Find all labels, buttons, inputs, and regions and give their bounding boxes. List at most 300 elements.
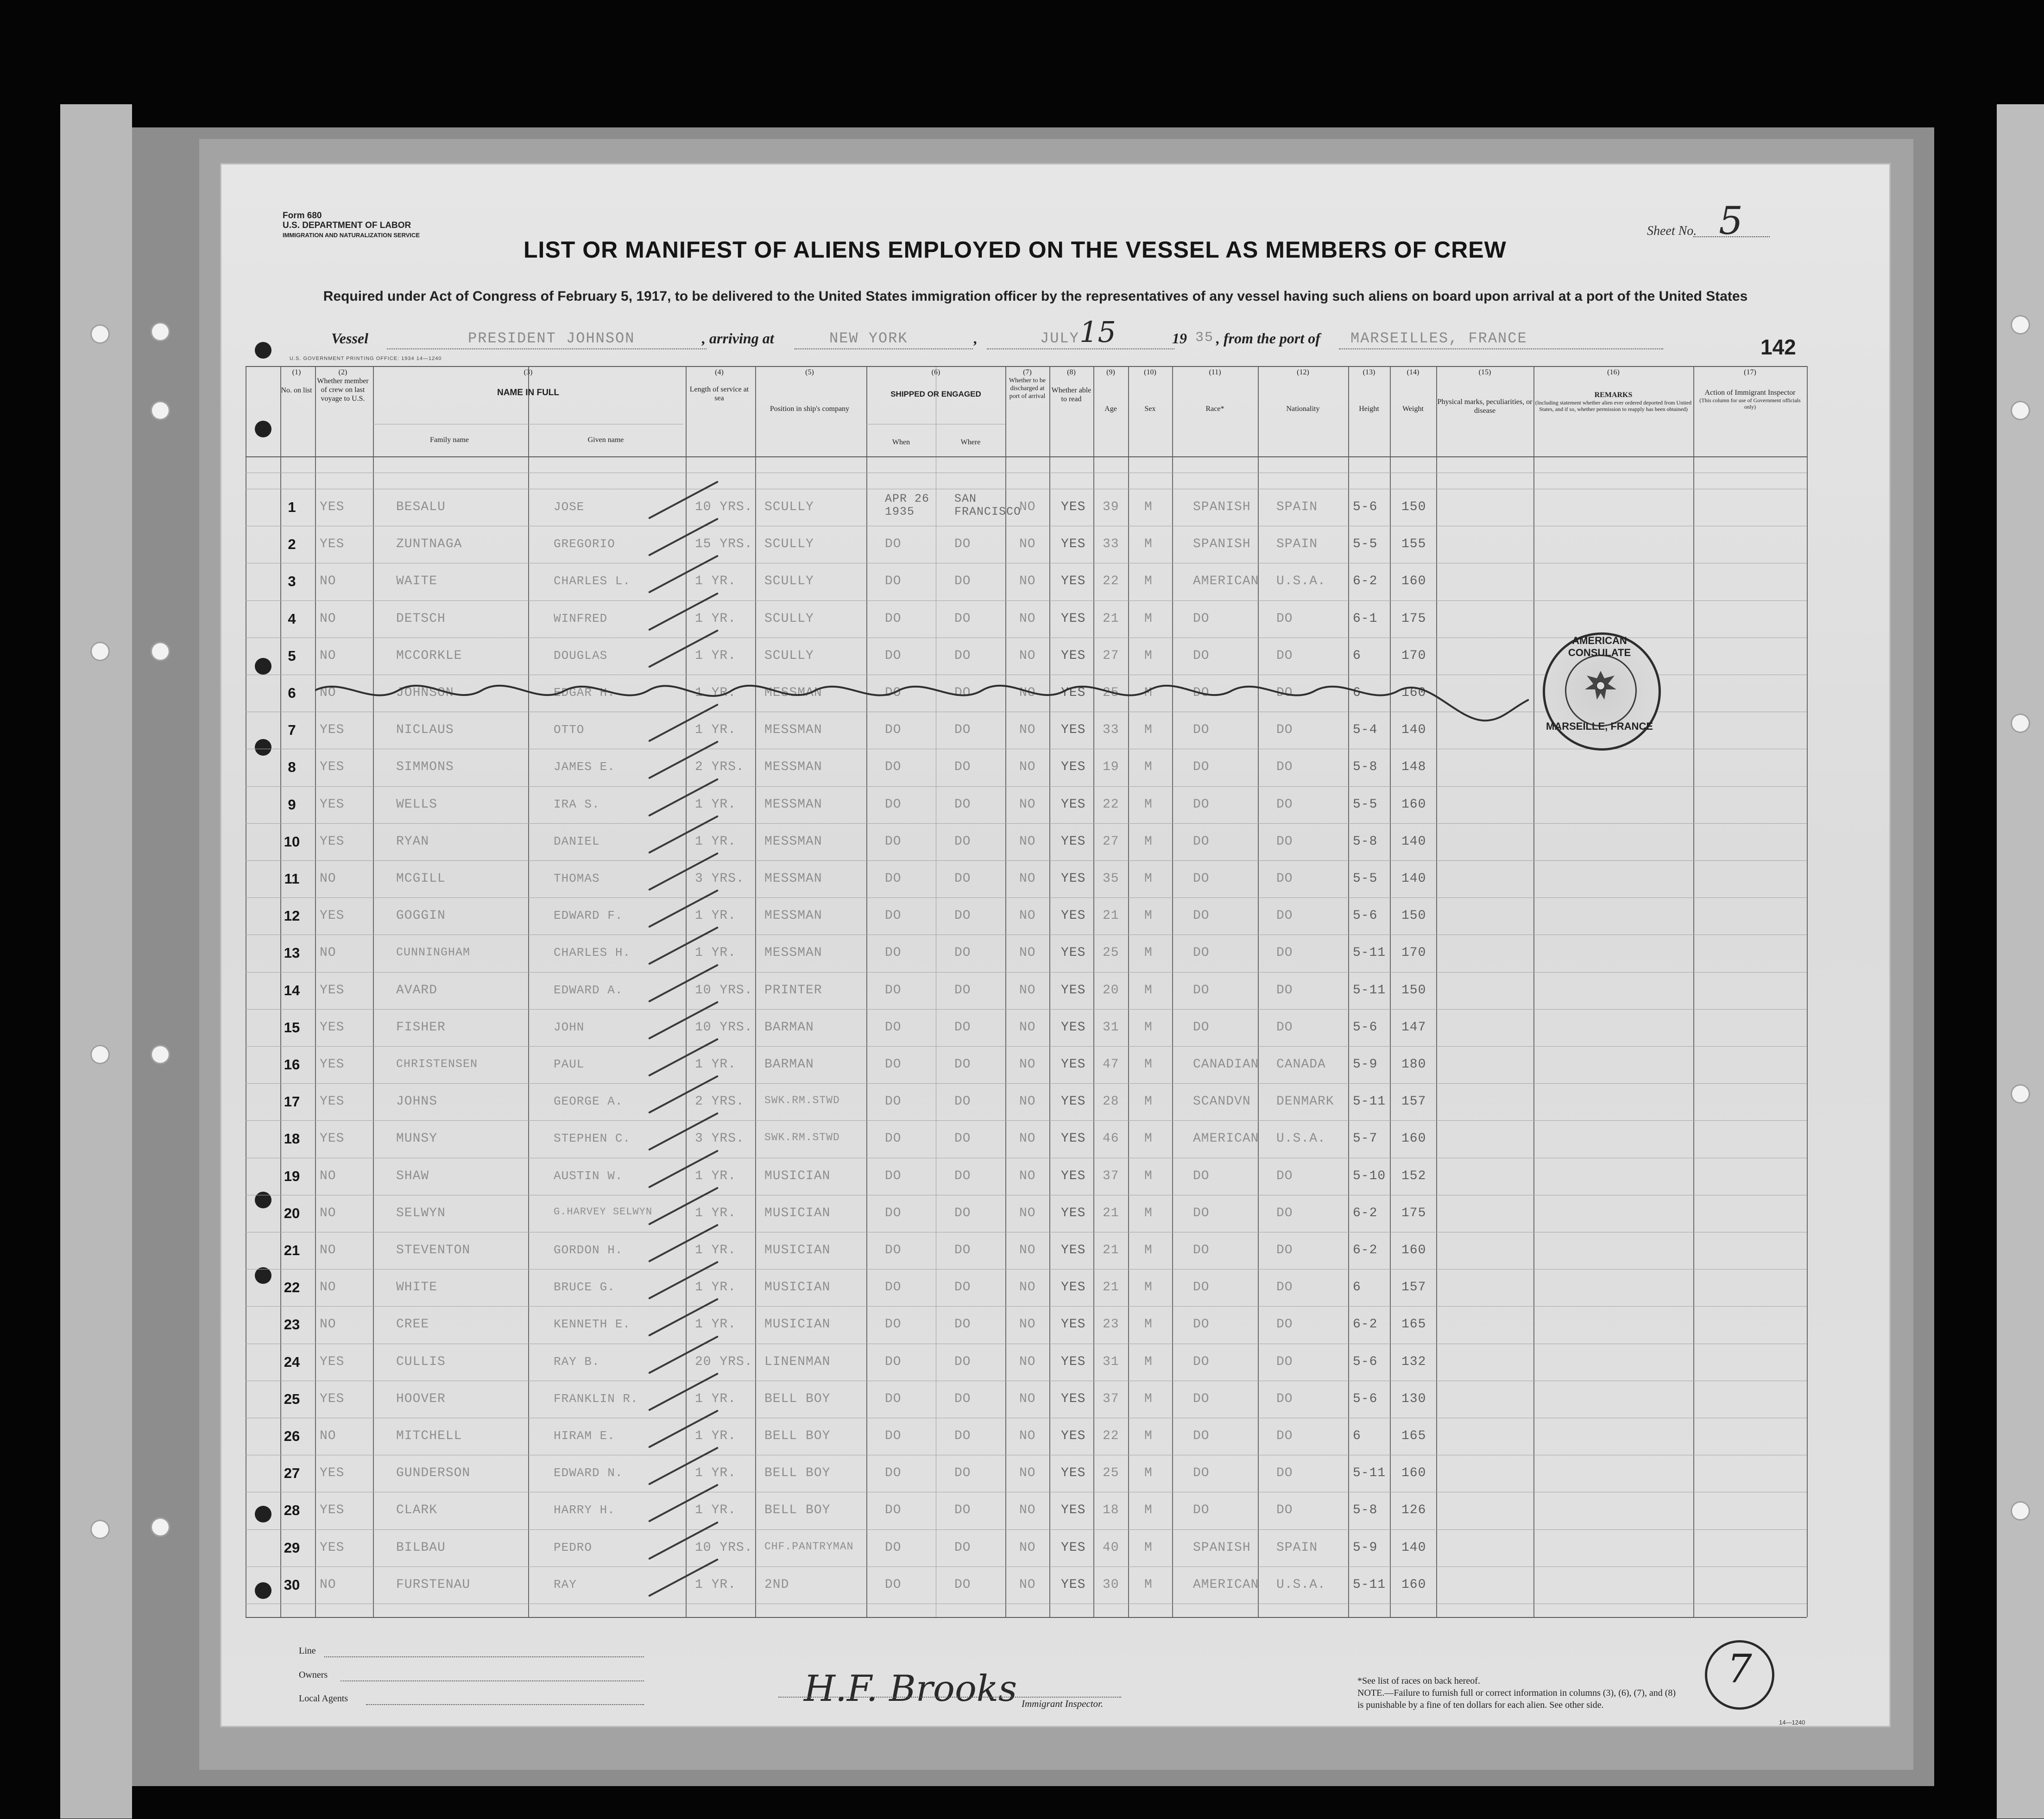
nationality-cell: DO xyxy=(1276,1317,1293,1332)
able-to-read-cell: YES xyxy=(1061,1541,1086,1555)
circled-number-text: 7 xyxy=(1727,1646,1752,1692)
able-to-read-cell: YES xyxy=(1061,1466,1086,1480)
binder-hole xyxy=(2011,714,2030,733)
height-cell: 5-9 xyxy=(1353,1541,1378,1555)
nationality-cell: DO xyxy=(1276,909,1293,923)
table-column-rule xyxy=(373,366,374,1617)
shipped-when-cell: DO xyxy=(885,909,902,923)
discharged-cell: NO xyxy=(1019,1206,1036,1220)
height-cell: 5-11 xyxy=(1353,983,1386,998)
punch-hole xyxy=(255,342,271,359)
table-column-rule xyxy=(1348,366,1349,1617)
position-cell: BARMAN xyxy=(764,1020,814,1035)
service-cell: 1 YR. xyxy=(695,834,737,849)
form-identifier xyxy=(283,211,420,240)
position-cell: SCULLY xyxy=(764,574,814,588)
weight-cell: 148 xyxy=(1401,760,1426,774)
previous-voyage-cell: YES xyxy=(320,1057,345,1072)
table-row-rule xyxy=(246,600,1807,601)
height-cell: 6 xyxy=(1353,1429,1361,1443)
discharged-cell: NO xyxy=(1019,1392,1036,1406)
given-name-cell: CHARLES H. xyxy=(554,946,631,960)
able-to-read-cell: YES xyxy=(1061,686,1086,700)
shipped-when-cell: DO xyxy=(885,834,902,849)
family-name-cell: MITCHELL xyxy=(396,1429,462,1443)
sex-cell: M xyxy=(1144,1169,1153,1183)
shipped-where-cell: DO xyxy=(954,1094,971,1109)
table-row-rule xyxy=(246,1120,1807,1121)
previous-voyage-cell: YES xyxy=(320,1541,345,1555)
sheet-label: Sheet No. xyxy=(1647,224,1697,238)
discharged-cell: NO xyxy=(1019,500,1036,514)
row-number: 10 xyxy=(284,834,300,850)
strike-through-line xyxy=(315,663,1529,723)
family-name-cell: JOHNSON xyxy=(396,686,454,700)
shipped-when-cell: DO xyxy=(885,983,902,998)
age-cell: 30 xyxy=(1103,1578,1119,1592)
weight-cell: 130 xyxy=(1401,1392,1426,1406)
shipped-when-cell: DO xyxy=(885,1317,902,1332)
able-to-read-cell: YES xyxy=(1061,500,1086,514)
age-cell: 23 xyxy=(1103,1317,1119,1332)
race-cell: AMERICAN xyxy=(1193,1578,1259,1592)
nationality-cell: U.S.A. xyxy=(1276,574,1326,588)
given-name-cell: OTTO xyxy=(554,723,585,737)
col-header-physical-marks: (15) Physical marks, peculiarities, or disease xyxy=(1437,368,1533,415)
shipped-where-cell: DO xyxy=(954,1169,971,1183)
nationality-cell: DO xyxy=(1276,1020,1293,1035)
service-cell: 2 YRS. xyxy=(695,760,744,774)
shipped-where-cell: DO xyxy=(954,723,971,737)
family-name-cell: NICLAUS xyxy=(396,723,454,737)
previous-voyage-cell: YES xyxy=(320,797,345,812)
given-name-cell: EDWARD A. xyxy=(554,983,623,997)
row-number: 5 xyxy=(288,648,296,664)
circled-number xyxy=(1705,1640,1774,1710)
weight-cell: 160 xyxy=(1401,797,1426,812)
family-name-cell: ZUNTNAGA xyxy=(396,537,462,551)
position-cell: PRINTER xyxy=(764,983,822,998)
able-to-read-cell: YES xyxy=(1061,1020,1086,1035)
position-cell: MESSMAN xyxy=(764,723,822,737)
family-name-cell: CULLIS xyxy=(396,1355,446,1369)
family-name-cell: MUNSY xyxy=(396,1131,438,1146)
col-header-age: (9) Age xyxy=(1104,368,1117,413)
shipped-where-cell: DO xyxy=(954,983,971,998)
family-name-cell: SIMMONS xyxy=(396,760,454,774)
col-header-remarks: (16) REMARKS (Including statement whether alien ever ordered deported from United States, and if so, whether permission to reapply has been obtained) xyxy=(1535,368,1692,412)
race-cell: DO xyxy=(1193,946,1210,960)
able-to-read-cell: YES xyxy=(1061,537,1086,551)
row-number: 6 xyxy=(288,685,296,701)
race-cell: SPANISH xyxy=(1193,1541,1251,1555)
height-cell: 5-5 xyxy=(1353,872,1378,886)
discharged-cell: NO xyxy=(1019,1466,1036,1480)
race-cell: DO xyxy=(1193,1317,1210,1332)
shipped-where-cell: DO xyxy=(954,686,971,700)
race-cell: DO xyxy=(1193,1429,1210,1443)
previous-voyage-cell: YES xyxy=(320,909,345,923)
service-cell: 1 YR. xyxy=(695,1392,737,1406)
sex-cell: M xyxy=(1144,649,1153,663)
vessel-name-line xyxy=(387,348,707,349)
family-name-cell: SELWYN xyxy=(396,1206,446,1220)
weight-cell: 152 xyxy=(1401,1169,1426,1183)
sex-cell: M xyxy=(1144,1429,1153,1443)
weight-cell: 140 xyxy=(1401,872,1426,886)
row-number: 22 xyxy=(284,1279,300,1295)
col-header-nationality: (12) Nationality xyxy=(1286,368,1320,413)
document-title: LIST OR MANIFEST OF ALIENS EMPLOYED ON THE VESSEL AS MEMBERS OF CREW xyxy=(524,237,1507,263)
service-cell: 1 YR. xyxy=(695,1466,737,1480)
family-name-cell: HOOVER xyxy=(396,1392,446,1406)
shipped-where-cell: SAN FRANCISCO xyxy=(954,492,1022,518)
age-cell: 27 xyxy=(1103,834,1119,849)
family-name-cell: SHAW xyxy=(396,1169,429,1183)
shipped-where-cell: DO xyxy=(954,797,971,812)
age-cell: 21 xyxy=(1103,1243,1119,1257)
race-cell: SCANDVN xyxy=(1193,1094,1251,1109)
col-header-when: When xyxy=(892,438,910,446)
age-cell: 22 xyxy=(1103,1429,1119,1443)
department-name: U.S. DEPARTMENT OF LABOR xyxy=(283,221,411,230)
height-cell: 5-5 xyxy=(1353,537,1378,551)
race-cell: DO xyxy=(1193,649,1210,663)
table-header-rule xyxy=(246,456,1807,457)
service-cell: 10 YRS. xyxy=(695,1541,753,1555)
table-column-rule xyxy=(528,366,529,1617)
shipped-when-cell: DO xyxy=(885,1131,902,1146)
discharged-cell: NO xyxy=(1019,1243,1036,1257)
able-to-read-cell: YES xyxy=(1061,1169,1086,1183)
previous-voyage-cell: NO xyxy=(320,574,336,588)
shipped-when-cell: DO xyxy=(885,1503,902,1517)
service-cell: 1 YR. xyxy=(695,612,737,626)
table-header-rule xyxy=(246,366,1807,367)
sex-cell: M xyxy=(1144,1466,1153,1480)
table-column-rule xyxy=(1172,366,1173,1617)
table-row-rule xyxy=(246,1046,1807,1047)
nationality-cell: DO xyxy=(1276,946,1293,960)
previous-voyage-cell: YES xyxy=(320,500,345,514)
sex-cell: M xyxy=(1144,686,1153,700)
binder-hole xyxy=(90,642,110,661)
shipped-when-cell: DO xyxy=(885,1280,902,1295)
shipped-when-cell: DO xyxy=(885,612,902,626)
stamp-top-text: AMERICAN CONSULATE xyxy=(1568,635,1631,658)
given-name-cell: RAY B. xyxy=(554,1355,600,1369)
race-cell: DO xyxy=(1193,612,1210,626)
row-number: 14 xyxy=(284,982,300,998)
service-cell: 3 YRS. xyxy=(695,872,744,886)
shipped-where-cell: DO xyxy=(954,612,971,626)
height-cell: 6-1 xyxy=(1353,612,1378,626)
age-cell: 46 xyxy=(1103,1131,1119,1146)
age-cell: 21 xyxy=(1103,909,1119,923)
nationality-cell: SPAIN xyxy=(1276,537,1318,551)
nationality-cell: DO xyxy=(1276,1429,1293,1443)
table-column-rule xyxy=(1005,366,1006,1617)
sex-cell: M xyxy=(1144,537,1153,551)
position-cell: BELL BOY xyxy=(764,1466,831,1480)
table-column-rule xyxy=(686,366,687,1617)
given-name-cell: PAUL xyxy=(554,1057,585,1071)
footnotes xyxy=(1357,1675,1682,1711)
sex-cell: M xyxy=(1144,612,1153,626)
col-header-discharged: (7) Whether to be discharged at port of arrival xyxy=(1009,368,1046,400)
able-to-read-cell: YES xyxy=(1061,1429,1086,1443)
table-row-rule xyxy=(246,823,1807,824)
table-row-rule xyxy=(246,1269,1807,1270)
weight-cell: 140 xyxy=(1401,1541,1426,1555)
previous-voyage-cell: NO xyxy=(320,946,336,960)
age-cell: 33 xyxy=(1103,537,1119,551)
table-row-rule xyxy=(246,1083,1807,1084)
shipped-where-cell: DO xyxy=(954,1355,971,1369)
row-number: 20 xyxy=(284,1205,300,1221)
position-cell: CHF.PANTRYMAN xyxy=(764,1541,854,1553)
binder-hole xyxy=(151,322,170,341)
punch-hole xyxy=(255,1582,271,1599)
weight-cell: 175 xyxy=(1401,612,1426,626)
table-column-rule xyxy=(1390,366,1391,1617)
previous-voyage-cell: NO xyxy=(320,612,336,626)
discharged-cell: NO xyxy=(1019,574,1036,588)
from-label: , from the port of xyxy=(1216,330,1320,347)
weight-cell: 160 xyxy=(1401,686,1426,700)
height-cell: 6-2 xyxy=(1353,1206,1378,1220)
race-cell: AMERICAN xyxy=(1193,574,1259,588)
nationality-cell: DO xyxy=(1276,723,1293,737)
discharged-cell: NO xyxy=(1019,1131,1036,1146)
punch-hole xyxy=(255,1267,271,1284)
col-header-height: (13) Height xyxy=(1359,368,1379,413)
shipped-when-cell: DO xyxy=(885,1057,902,1072)
shipped-when-cell: DO xyxy=(885,686,902,700)
sex-cell: M xyxy=(1144,1392,1153,1406)
height-cell: 5-8 xyxy=(1353,1503,1378,1517)
weight-cell: 175 xyxy=(1401,1206,1426,1220)
shipped-when-cell: DO xyxy=(885,1392,902,1406)
shipped-where-cell: DO xyxy=(954,1466,971,1480)
col-header-inspector: (17) Action of Immigrant Inspector (This column for use of Government officials only) xyxy=(1699,368,1801,410)
position-cell: MESSMAN xyxy=(764,872,822,886)
sex-cell: M xyxy=(1144,797,1153,812)
signature-line xyxy=(778,1697,1121,1698)
race-cell: DO xyxy=(1193,760,1210,774)
shipped-when-cell: DO xyxy=(885,574,902,588)
discharged-cell: NO xyxy=(1019,649,1036,663)
table-row-rule xyxy=(246,860,1807,861)
weight-cell: 160 xyxy=(1401,574,1426,588)
family-name-cell: GOGGIN xyxy=(396,909,446,923)
previous-voyage-cell: YES xyxy=(320,760,345,774)
nationality-cell: DO xyxy=(1276,612,1293,626)
service-cell: 1 YR. xyxy=(695,1057,737,1072)
position-cell: MUSICIAN xyxy=(764,1243,831,1257)
given-name-cell: PEDRO xyxy=(554,1541,593,1554)
binder-hole xyxy=(2011,1501,2030,1521)
nationality-cell: SPAIN xyxy=(1276,1541,1318,1555)
race-cell: DO xyxy=(1193,834,1210,849)
col-header-name: (3) NAME IN FULL xyxy=(497,368,560,398)
race-cell: DO xyxy=(1193,723,1210,737)
given-name-cell: HIRAM E. xyxy=(554,1429,615,1443)
weight-cell: 160 xyxy=(1401,1243,1426,1257)
table-column-rule xyxy=(755,366,756,1617)
given-name-cell: DANIEL xyxy=(554,834,600,848)
sex-cell: M xyxy=(1144,834,1153,849)
able-to-read-cell: YES xyxy=(1061,574,1086,588)
shipped-where-cell: DO xyxy=(954,760,971,774)
age-cell: 37 xyxy=(1103,1392,1119,1406)
sex-cell: M xyxy=(1144,760,1153,774)
service-cell: 1 YR. xyxy=(695,909,737,923)
height-cell: 6-2 xyxy=(1353,1317,1378,1332)
table-row-rule xyxy=(246,897,1807,898)
service-cell: 3 YRS. xyxy=(695,1131,744,1146)
service-cell: 1 YR. xyxy=(695,1503,737,1517)
sex-cell: M xyxy=(1144,1131,1153,1146)
col-header-sex: (10) Sex xyxy=(1144,368,1156,413)
height-cell: 5-8 xyxy=(1353,760,1378,774)
height-cell: 6 xyxy=(1353,1280,1361,1295)
family-name-cell: CUNNINGHAM xyxy=(396,946,471,959)
weight-cell: 165 xyxy=(1401,1429,1426,1443)
table-column-rule xyxy=(1436,366,1437,1617)
discharged-cell: NO xyxy=(1019,760,1036,774)
shipped-where-cell: DO xyxy=(954,1392,971,1406)
position-cell: MESSMAN xyxy=(764,946,822,960)
sex-cell: M xyxy=(1144,983,1153,998)
sheet-number-line xyxy=(1693,236,1770,237)
discharged-cell: NO xyxy=(1019,1429,1036,1443)
line-field xyxy=(324,1656,644,1657)
shipped-when-cell: DO xyxy=(885,1429,902,1443)
shipped-where-cell: DO xyxy=(954,872,971,886)
shipped-when-cell: DO xyxy=(885,946,902,960)
family-name-cell: AVARD xyxy=(396,983,438,998)
position-cell: SWK.RM.STWD xyxy=(764,1094,840,1106)
able-to-read-cell: YES xyxy=(1061,1243,1086,1257)
year-suffix: 35 xyxy=(1195,330,1214,346)
family-name-cell: FISHER xyxy=(396,1020,446,1035)
col-header-service: (4) Length of service at sea xyxy=(689,368,749,402)
col-header-race: (11) Race* xyxy=(1205,368,1224,413)
table-row-rule xyxy=(246,786,1807,787)
position-cell: BELL BOY xyxy=(764,1429,831,1443)
given-name-cell: JOSE xyxy=(554,500,585,514)
family-name-cell: MCCORKLE xyxy=(396,649,462,663)
discharged-cell: NO xyxy=(1019,686,1036,700)
age-cell: 22 xyxy=(1103,797,1119,812)
service-cell: 1 YR. xyxy=(695,574,737,588)
family-name-cell: CLARK xyxy=(396,1503,438,1517)
sex-cell: M xyxy=(1144,1355,1153,1369)
race-cell: DO xyxy=(1193,1355,1210,1369)
year-prefix: 19 xyxy=(1172,330,1187,347)
position-cell: SWK.RM.STWD xyxy=(764,1131,840,1143)
race-cell: DO xyxy=(1193,1466,1210,1480)
family-name-cell: WHITE xyxy=(396,1280,438,1295)
agents-field xyxy=(366,1704,644,1705)
row-number: 30 xyxy=(284,1577,300,1593)
position-cell: MUSICIAN xyxy=(764,1280,831,1295)
film-edge-left xyxy=(60,104,132,1819)
age-cell: 25 xyxy=(1103,946,1119,960)
form-number: Form 680 xyxy=(283,211,322,221)
age-cell: 31 xyxy=(1103,1355,1119,1369)
position-cell: MUSICIAN xyxy=(764,1206,831,1220)
given-name-cell: EDWARD F. xyxy=(554,909,623,922)
table-column-rule xyxy=(1093,366,1094,1617)
previous-voyage-cell: YES xyxy=(320,1094,345,1109)
height-cell: 5-5 xyxy=(1353,797,1378,812)
previous-voyage-cell: YES xyxy=(320,1355,345,1369)
weight-cell: 150 xyxy=(1401,500,1426,514)
nationality-cell: DO xyxy=(1276,834,1293,849)
nationality-cell: DO xyxy=(1276,1503,1293,1517)
position-cell: SCULLY xyxy=(764,649,814,663)
form-code: 14—1240 xyxy=(1779,1719,1805,1726)
shipped-when-cell: APR 26 1935 xyxy=(885,492,930,518)
sex-cell: M xyxy=(1144,1057,1153,1072)
binder-hole xyxy=(151,401,170,420)
row-number: 27 xyxy=(284,1465,300,1481)
family-name-cell: DETSCH xyxy=(396,612,446,626)
weight-cell: 170 xyxy=(1401,946,1426,960)
table-row-rule xyxy=(246,1566,1807,1567)
given-name-cell: JOHN xyxy=(554,1020,585,1034)
row-number: 3 xyxy=(288,573,296,589)
sheet-number: 5 xyxy=(1719,199,1743,243)
shipped-when-cell: DO xyxy=(885,1206,902,1220)
shipped-when-cell: DO xyxy=(885,723,902,737)
given-name-cell: GREGORIO xyxy=(554,537,615,551)
table-column-rule xyxy=(1693,366,1694,1617)
service-cell: 1 YR. xyxy=(695,1243,737,1257)
sex-cell: M xyxy=(1144,1578,1153,1592)
row-number: 21 xyxy=(284,1242,300,1258)
service-cell: 15 YRS. xyxy=(695,537,753,551)
nationality-cell: DENMARK xyxy=(1276,1094,1334,1109)
nationality-cell: DO xyxy=(1276,649,1293,663)
shipped-when-cell: DO xyxy=(885,649,902,663)
race-cell: AMERICAN xyxy=(1193,1131,1259,1146)
col-header-given-name: Given name xyxy=(587,436,624,444)
service-cell: 1 YR. xyxy=(695,946,737,960)
age-cell: 28 xyxy=(1103,1094,1119,1109)
previous-voyage-cell: NO xyxy=(320,649,336,663)
shipped-where-cell: DO xyxy=(954,649,971,663)
service-cell: 1 YR. xyxy=(695,686,737,700)
table-column-rule xyxy=(1807,366,1808,1617)
shipped-where-cell: DO xyxy=(954,1243,971,1257)
page-number: 142 xyxy=(1760,335,1796,359)
row-number: 28 xyxy=(284,1502,300,1518)
row-number: 17 xyxy=(284,1093,300,1110)
age-cell: 40 xyxy=(1103,1541,1119,1555)
previous-voyage-cell: YES xyxy=(320,1131,345,1146)
race-cell: CANADIAN xyxy=(1193,1057,1259,1072)
able-to-read-cell: YES xyxy=(1061,1392,1086,1406)
able-to-read-cell: YES xyxy=(1061,1355,1086,1369)
row-number: 13 xyxy=(284,945,300,961)
race-footnote: *See list of races on back hereof. xyxy=(1357,1676,1480,1686)
height-cell: 6-2 xyxy=(1353,574,1378,588)
sex-cell: M xyxy=(1144,1243,1153,1257)
binder-hole xyxy=(90,1045,110,1064)
